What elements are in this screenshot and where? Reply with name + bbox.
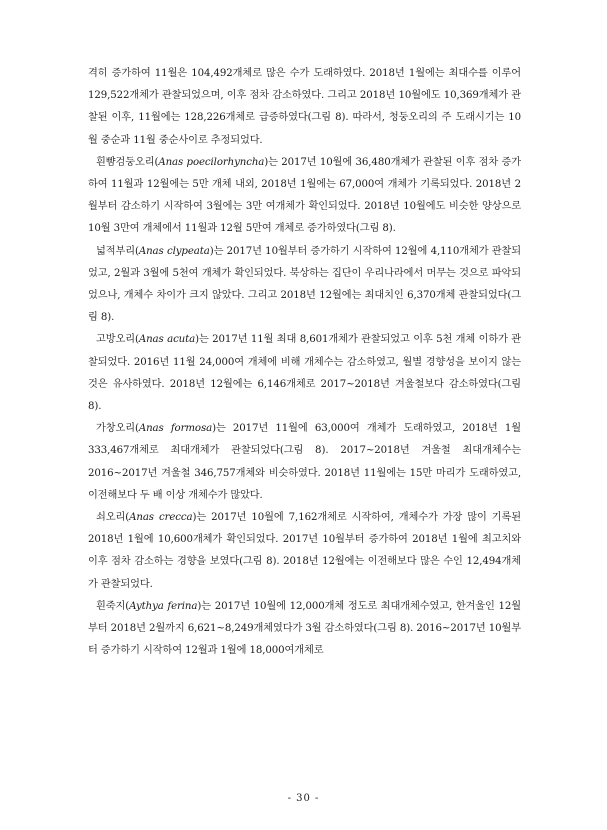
paragraph-text: 는 2017년 10월에 12,000개체 정도로 최대개체수였고, 한겨울인 12월부터 2018년 2월까지 6,621~8,249개체였다가 3월 감소하였다(그림 8). 2016~2017년 10월부터 증가하기 시작하여 12월과 1월에 18,000여개체로 [88, 600, 521, 657]
paragraph-text: 는 2017년 10월부터 증가하기 시작하여 12월에 4,110개체가 관찰되었고, 2월과 3월에 5천여 개체가 확인되었다. 북상하는 집단이 우리나라에서 머무는 것으로 파악되었으나, 개체수 차이가 크지 않았다. 그리고 2018년 12월에는 최대치인 6,370개체 관찰되었다(그림 8). [88, 245, 521, 324]
paragraph-northern-shoveler: 넓적부리(Anas clypeata)는 2017년 10월부터 증가하기 시작하여 12월에 4,110개체가 관찰되었고, 2월과 3월에 5천여 개체가 확인되었다. 북상하는 집단이 우리나라에서 머무는 것으로 파악되었으나, 개체수 차이가 크지 않았다. 그리고 2018년 12월에는 최대치인 6,370개체 관찰되었다(그림 8). [88, 245, 521, 324]
paragraph-text: 는 2017년 10월에 36,480개체가 관찰된 이후 점차 증가하여 11월과 12월에는 5만 개체 내외, 2018년 1월에는 67,000여 개체가 기록되었다. 2018년 2월부터 감소하기 시작하여 3월에는 3만 여개체가 확인되었다. 2018년 10월에도 비슷한 양상으로 10월 3만여 개체에서 11월과 12월 5만여 개체로 증가하였다(그림 8). [88, 156, 521, 235]
species-name-ko: 흰뺨검둥오리 [96, 156, 155, 168]
body-text [88, 63, 521, 662]
paragraph-text: 격히 증가하여 11월은 104,492개체로 많은 수가 도래하였다. 2018년 1월에는 최대수를 이루어 129,522개체가 관찰되었으며, 이후 점차 감소하였다. 그리고 2018년 10월에도 10,369개체가 관찰된 이후, 11월에는 128,226개체로 급증하였다(그림 8). 따라서, 청둥오리의 주 도래시기는 10월 중순과 11월 중순사이로 추정되었다. [88, 68, 521, 146]
paragraph-northern-pintail: 고방오리(Anas acuta)는 2017년 11월 최대 8,601개체가 관찰되었고 이후 5천 개체 이하가 관찰되었다. 2016년 11월 24,000여 개체에 비해 개체수는 감소하였고, 월별 경향성을 보이지 않는 것은 유사하였다. 2018년 12월에는 6,146개체로 2017~2018년 겨울철보다 감소하였다(그림 8). [88, 334, 521, 413]
species-name-ko: 가창오리 [96, 423, 135, 435]
species-name-latin: Aythya ferina [129, 600, 198, 612]
page-number: - 30 - [287, 793, 320, 804]
paragraph-spot-billed-duck: 흰뺨검둥오리(Anas poecilorhyncha)는 2017년 10월에 36,480개체가 관찰된 이후 점차 증가하여 11월과 12월에는 5만 개체 내외, 2018년 1월에는 67,000여 개체가 기록되었다. 2018년 2월부터 감소하기 시작하여 3월에는 3만 여개체가 확인되었다. 2018년 10월에도 비슷한 양상으로 10월 3만여 개체에서 11월과 12월 5만여 개체로 증가하였다(그림 8). [88, 156, 521, 235]
species-name-latin: Anas poecilorhyncha [158, 156, 265, 168]
species-name-latin: Anas clypeata [138, 245, 210, 257]
paragraph-text: 는 2017년 11월 최대 8,601개체가 관찰되었고 이후 5천 개체 이하가 관찰되었다. 2016년 11월 24,000여 개체에 비해 개체수는 감소하였고, 월별 경향성을 보이지 않는 것은 유사하였다. 2018년 12월에는 6,146개체로 2017~2018년 겨울철보다 감소하였다(그림 8). [88, 334, 521, 413]
species-name-ko: 쇠오리 [96, 512, 126, 524]
paragraph-common-teal: 쇠오리(Anas crecca)는 2017년 10월에 7,162개체로 시작하여, 개체수가 가장 많이 기록된 2018년 1월에 10,600개체가 확인되었다. 2017년 10월부터 증가하여 2018년 1월에 최고치와 이후 점차 감소하는 경향을 보였다(그림 8). 2018년 12월에는 이전해보다 많은 수인 12,494개체가 관찰되었다. [88, 512, 521, 590]
paragraph-baikal-teal: 가창오리(Anas formosa)는 2017년 11월에 63,000여 개체가 도래하였고, 2018년 1월 333,467개체로 최대개체가 관찰되었다(그림 8). 2017~2018년 겨울철 최대개체수는 2016~2017년 겨울철 346,757개체와 비슷하였다. 2018년 11월에는 15만 마리가 도래하였고, 이전해보다 두 배 이상 개체수가 많았다. [88, 423, 521, 501]
paragraph-common-pochard: 흰죽지(Aythya ferina)는 2017년 10월에 12,000개체 정도로 최대개체수였고, 한겨울인 12월부터 2018년 2월까지 6,621~8,249개체였다가 3월 감소하였다(그림 8). 2016~2017년 10월부터 증가하기 시작하여 12월과 1월에 18,000여개체로 [88, 600, 521, 657]
paragraph-mallard-continuation [88, 63, 521, 152]
paragraph-text: 는 2017년 11월에 63,000여 개체가 도래하였고, 2018년 1월 333,467개체로 최대개체가 관찰되었다(그림 8). 2017~2018년 겨울철 최대개체수는 2016~2017년 겨울철 346,757개체와 비슷하였다. 2018년 11월에는 15만 마리가 도래하였고, 이전해보다 두 배 이상 개체수가 많았다. [88, 423, 521, 501]
species-name-ko: 넓적부리 [96, 245, 135, 257]
paragraph-text: 는 2017년 10월에 7,162개체로 시작하여, 개체수가 가장 많이 기록된 2018년 1월에 10,600개체가 확인되었다. 2017년 10월부터 증가하여 2018년 1월에 최고치와 이후 점차 감소하는 경향을 보였다(그림 8). 2018년 12월에는 이전해보다 많은 수인 12,494개체가 관찰되었다. [88, 512, 521, 590]
species-name-latin: Anas acuta [138, 334, 196, 346]
species-name-latin: Anas crecca [129, 512, 193, 524]
species-name-latin: Anas formosa [138, 423, 213, 435]
species-name-ko: 흰죽지 [96, 600, 126, 612]
species-name-ko: 고방오리 [96, 334, 135, 346]
